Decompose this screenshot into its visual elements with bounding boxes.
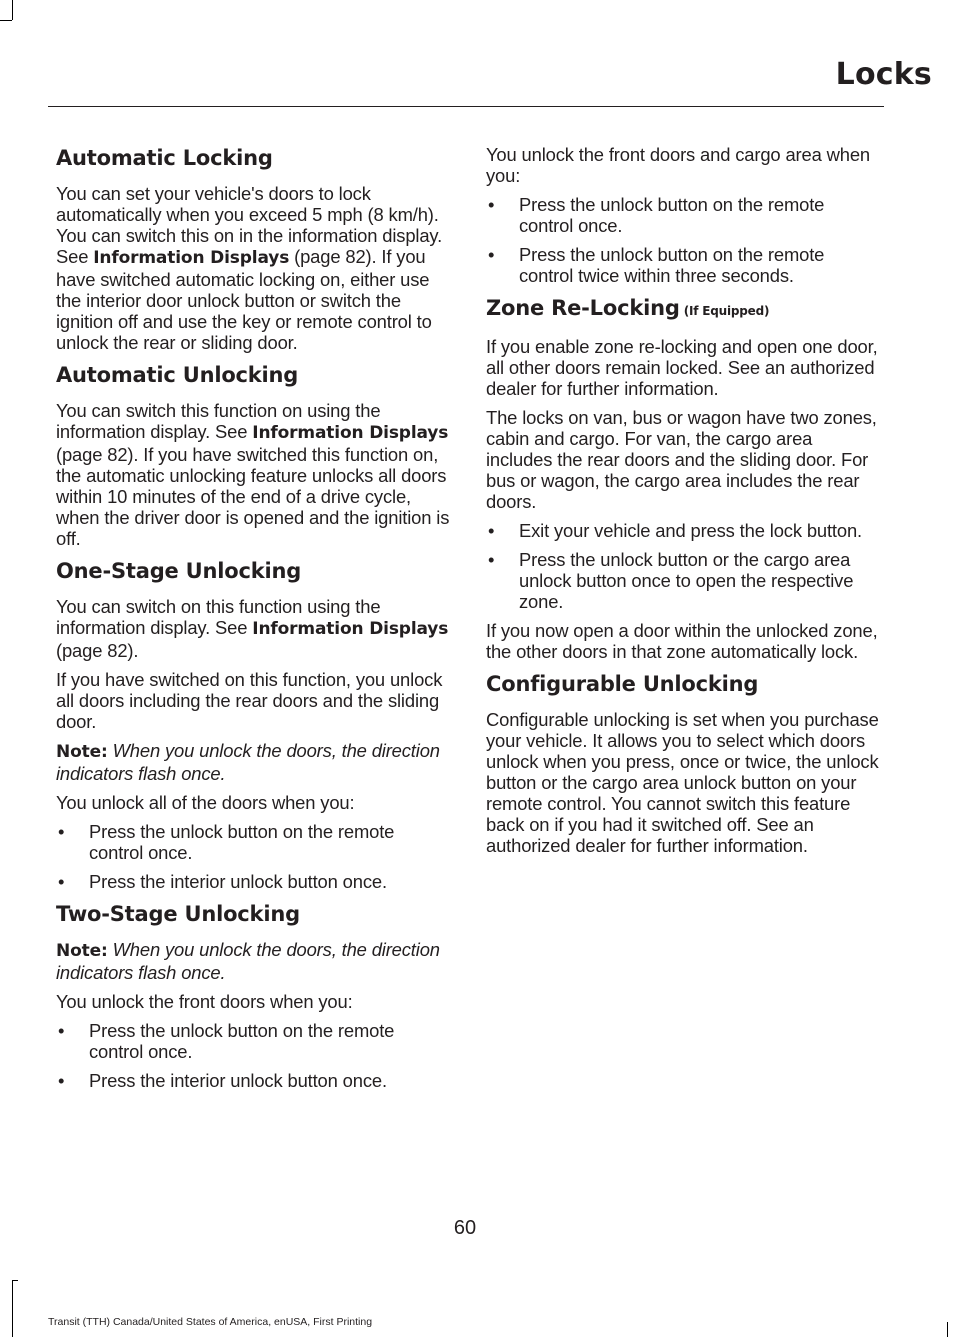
list-item: • Press the unlock button on the remote control once. [56,821,451,863]
page-number: 60 [453,1217,477,1239]
left-column [56,144,451,1099]
bullet-list [56,821,451,892]
text: You can set your vehicle's doors to lock automatically when you exceed 5 mph (8 km/h). You can switch this on in the information display. See [56,183,443,267]
list-item: • Press the unlock button on the remote control once. [486,194,881,236]
paragraph [56,183,451,353]
paragraph: You unlock the front doors when you: [56,991,353,1012]
bullet-list [486,520,881,612]
crop-mark [12,0,13,20]
text: You can switch on this function using the information display. See [56,596,381,638]
heading-two-stage-unlocking: Two-Stage Unlocking [56,902,300,926]
crop-mark [12,1280,18,1281]
list-item: • Press the interior unlock button once. [56,1070,451,1091]
heading-zone-re-locking [486,294,881,325]
crop-mark [12,1280,13,1337]
paragraph: If you enable zone re-locking and open one door, all other doors remain locked. See an authorized dealer for further information. [486,336,878,399]
list-item: • Press the unlock button on the remote control once. [56,1020,451,1062]
list-item: • Press the interior unlock button once. [56,871,451,892]
heading-automatic-unlocking: Automatic Unlocking [56,363,299,387]
bullet-list [56,1020,451,1091]
heading-text: Zone Re-Locking [486,296,680,320]
list-item: • Press the unlock button or the cargo area unlock button once to open the respective zone. [486,549,881,612]
heading-configurable-unlocking: Configurable Unlocking [486,672,759,696]
note-text: When you unlock the doors, the direction indicators flash once. [56,740,440,784]
note-text: When you unlock the doors, the direction indicators flash once. [56,939,440,983]
paragraph [56,596,451,661]
list-item: • Press the unlock button on the remote control twice within three seconds. [486,244,881,286]
list-item: • Exit your vehicle and press the lock button. [486,520,881,541]
cross-reference-link[interactable]: Information Displays [93,248,290,268]
note [56,939,451,983]
text: (page 82). [56,640,139,661]
page-header-title: Locks [835,57,932,92]
footer-text: Transit (TTH) Canada/United States of America, enUSA, First Printing [48,1316,373,1328]
note-label: Note: [56,941,108,961]
paragraph: If you have switched on this function, you unlock all doors including the rear doors and the sliding door. [56,669,443,732]
paragraph: You unlock all of the doors when you: [56,792,355,813]
text: You can switch this function on using the information display. See [56,400,381,442]
note [56,740,451,784]
text: (page 82). If you have switched automatic locking on, either use the interior door unlock button or switch the ignition off and use the key or remote control to unlock the rear or sliding door. [56,246,432,353]
header-divider [48,106,884,107]
cross-reference-link[interactable]: Information Displays [252,619,449,639]
paragraph: You unlock the front doors and cargo area when you: [486,144,870,186]
heading-qualifier: (If Equipped) [683,304,770,318]
text: (page 82). If you have switched this function on, the automatic unlocking feature unlocks all doors within 10 minutes of the end of a drive cycle, when the driver door is opened and the ignition is off. [56,444,450,549]
cross-reference-link[interactable]: Information Displays [252,423,449,443]
right-column [486,144,881,864]
paragraph: Configurable unlocking is set when you purchase your vehicle. It allows you to select which doors unlock when you press, once or twice, the unlock button or the cargo area unlock button on your remote control. You cannot switch this feature back on if you had it switched off. See an authorized dealer for further information. [486,709,879,856]
crop-mark [947,1322,948,1337]
paragraph: The locks on van, bus or wagon have two zones, cabin and cargo. For van, the cargo area includes the rear doors and the sliding door. For bus or wagon, the cargo area includes the rear doors. [486,407,877,512]
paragraph [56,400,451,549]
heading-automatic-locking: Automatic Locking [56,146,273,170]
crop-mark [0,20,12,21]
paragraph: If you now open a door within the unlocked zone, the other doors in that zone automatically lock. [486,620,878,662]
bullet-list [486,194,881,286]
heading-one-stage-unlocking: One-Stage Unlocking [56,559,302,583]
note-label: Note: [56,742,108,762]
